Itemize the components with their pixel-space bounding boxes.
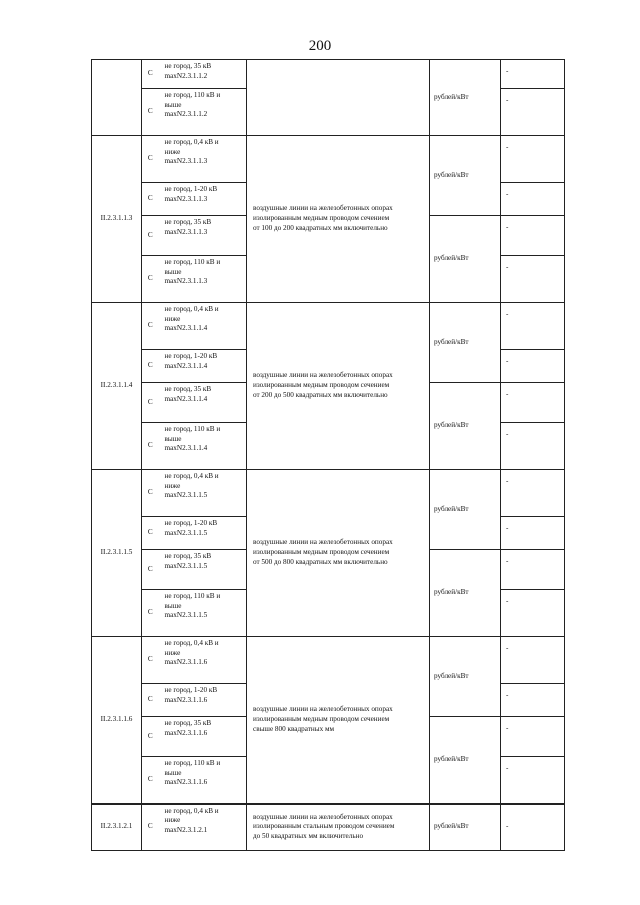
letter-cell: С [142, 136, 159, 183]
description-line: воздушные линии на железобетонных опорах [253, 705, 393, 714]
voltage-level-line: не город, 1-20 кВ [164, 519, 218, 527]
description-line: до 50 квадратных мм включительно [253, 832, 364, 841]
voltage-level-line: maxN2.3.1.1.3 [164, 277, 208, 286]
description-line: воздушные линии на железобетонных опорах [253, 538, 393, 547]
value-cell: - [501, 60, 565, 89]
description-cell [247, 303, 430, 470]
letter-cell: С [142, 804, 159, 851]
letter-cell: С [142, 350, 159, 383]
voltage-level-cell [159, 717, 247, 757]
voltage-level-line: выше [164, 768, 182, 777]
letter-cell: С [142, 717, 159, 757]
voltage-level-line: maxN2.3.1.1.5 [164, 528, 208, 537]
voltage-level-cell [159, 303, 247, 350]
voltage-level-line: ниже [164, 648, 181, 657]
description-line: изолированным медным проводом сечением [253, 381, 390, 390]
voltage-level-line: не город, 0,4 кВ и [164, 639, 219, 647]
voltage-level-line: maxN2.3.1.1.4 [164, 324, 208, 333]
voltage-level-cell [159, 89, 247, 136]
letter-cell: С [142, 183, 159, 216]
letter-cell: С [142, 423, 159, 470]
voltage-level-line: не город, 0,4 кВ и [164, 806, 219, 815]
code-cell: II.2.3.1.1.4 [92, 303, 142, 470]
code-cell: II.2.3.1.1.3 [92, 136, 142, 303]
tariff-table [91, 59, 565, 851]
unit-cell: рублей/кВт [430, 60, 501, 136]
voltage-level-line: maxN2.3.1.1.6 [164, 695, 208, 704]
letter-cell: С [142, 684, 159, 717]
letter-cell: С [142, 60, 159, 89]
voltage-level-cell [159, 550, 247, 590]
unit-cell: рублей/кВт [430, 550, 501, 637]
voltage-level-cell [159, 60, 247, 89]
voltage-level-cell [159, 637, 247, 684]
voltage-level-line: не город, 35 кВ [164, 385, 212, 393]
voltage-level-line: maxN2.3.1.1.6 [164, 778, 208, 787]
description-line: от 100 до 200 квадратных мм включительно [253, 223, 388, 232]
letter-cell: С [142, 470, 159, 517]
voltage-level-line: maxN2.3.1.1.3 [164, 194, 208, 203]
description-line: изолированным медным проводом сечением [253, 548, 390, 557]
voltage-level-line: выше [164, 267, 182, 276]
voltage-level-line: не город, 110 кВ и [164, 258, 221, 266]
voltage-level-cell [159, 470, 247, 517]
voltage-level-line: не город, 110 кВ и [164, 91, 221, 99]
voltage-level-line: не город, 110 кВ и [164, 592, 221, 600]
unit-cell: рублей/кВт [430, 303, 501, 383]
value-cell: - [501, 517, 565, 550]
voltage-level-line: maxN2.3.1.1.5 [164, 561, 208, 570]
description-line: свыше 800 квадратных мм [253, 724, 335, 733]
value-cell: - [501, 350, 565, 383]
description-line: от 200 до 500 квадратных мм включительно [253, 390, 388, 399]
voltage-level-line: не город, 35 кВ [164, 719, 212, 727]
unit-cell: рублей/кВт [430, 383, 501, 470]
voltage-level-line: не город, 35 кВ [164, 218, 212, 226]
value-cell: - [501, 89, 565, 136]
description-line: изолированным стальным проводом сечением [253, 822, 395, 831]
voltage-level-cell [159, 684, 247, 717]
voltage-level-line: maxN2.3.1.1.2 [164, 71, 208, 80]
voltage-level-cell [159, 183, 247, 216]
letter-cell: С [142, 303, 159, 350]
voltage-level-line: выше [164, 434, 182, 443]
code-cell [92, 60, 142, 136]
voltage-level-cell [159, 136, 247, 183]
value-cell: - [501, 684, 565, 717]
voltage-level-line: maxN2.3.1.1.4 [164, 361, 208, 370]
voltage-level-line: ниже [164, 147, 181, 156]
table-row [92, 60, 565, 89]
value-cell: - [501, 637, 565, 684]
value-cell: - [501, 757, 565, 804]
unit-cell: рублей/кВт [430, 804, 501, 851]
voltage-level-line: maxN2.3.1.1.2 [164, 110, 208, 119]
voltage-level-line: maxN2.3.1.1.3 [164, 157, 208, 166]
description-cell [247, 470, 430, 637]
page-number: 200 [308, 38, 332, 54]
voltage-level-line: не город, 110 кВ и [164, 425, 221, 433]
letter-cell: С [142, 383, 159, 423]
value-cell: - [501, 136, 565, 183]
table-row [92, 136, 565, 183]
value-cell: - [501, 470, 565, 517]
description-line: изолированным медным проводом сечением [253, 714, 390, 723]
value-cell: - [501, 550, 565, 590]
value-cell: - [501, 423, 565, 470]
description-cell [247, 804, 430, 851]
voltage-level-line: не город, 1-20 кВ [164, 352, 218, 360]
voltage-level-line: maxN2.3.1.1.6 [164, 728, 208, 737]
voltage-level-line: не город, 0,4 кВ и [164, 305, 219, 313]
voltage-level-line: выше [164, 100, 182, 109]
voltage-level-line: maxN2.3.1.1.4 [164, 394, 208, 403]
description-line: изолированным медным проводом сечением [253, 214, 390, 223]
code-cell: II.2.3.1.2.1 [92, 804, 142, 851]
code-cell: II.2.3.1.1.6 [92, 637, 142, 804]
table-row [92, 303, 565, 350]
value-cell: - [501, 183, 565, 216]
letter-cell: С [142, 89, 159, 136]
voltage-level-cell [159, 804, 247, 851]
voltage-level-cell [159, 256, 247, 303]
table-row [92, 637, 565, 684]
unit-cell: рублей/кВт [430, 216, 501, 303]
unit-cell: рублей/кВт [430, 717, 501, 804]
voltage-level-line: не город, 35 кВ [164, 552, 212, 560]
voltage-level-line: maxN2.3.1.1.6 [164, 658, 208, 667]
voltage-level-cell [159, 423, 247, 470]
voltage-level-line: ниже [164, 314, 181, 323]
description-line: воздушные линии на железобетонных опорах [253, 371, 393, 380]
letter-cell: С [142, 216, 159, 256]
description-line: воздушные линии на железобетонных опорах [253, 204, 393, 213]
letter-cell: С [142, 757, 159, 804]
value-cell: - [501, 383, 565, 423]
value-cell: - [501, 804, 565, 851]
letter-cell: С [142, 256, 159, 303]
value-cell: - [501, 256, 565, 303]
value-cell: - [501, 590, 565, 637]
voltage-level-line: maxN2.3.1.2.1 [164, 825, 208, 834]
voltage-level-cell [159, 216, 247, 256]
voltage-level-line: maxN2.3.1.1.4 [164, 444, 208, 453]
voltage-level-cell [159, 517, 247, 550]
voltage-level-cell [159, 350, 247, 383]
letter-cell: С [142, 637, 159, 684]
value-cell: - [501, 717, 565, 757]
table-row [92, 470, 565, 517]
letter-cell: С [142, 550, 159, 590]
voltage-level-line: maxN2.3.1.1.3 [164, 227, 208, 236]
voltage-level-line: maxN2.3.1.1.5 [164, 611, 208, 620]
unit-cell: рублей/кВт [430, 637, 501, 717]
table-row [92, 804, 565, 851]
voltage-level-cell [159, 590, 247, 637]
description-line: воздушные линии на железобетонных опорах [253, 812, 393, 821]
value-cell: - [501, 216, 565, 256]
voltage-level-line: не город, 110 кВ и [164, 759, 221, 767]
unit-cell: рублей/кВт [430, 470, 501, 550]
voltage-level-line: не город, 1-20 кВ [164, 686, 218, 694]
description-line: от 500 до 800 квадратных мм включительно [253, 557, 388, 566]
voltage-level-cell [159, 757, 247, 804]
voltage-level-line: не город, 0,4 кВ и [164, 472, 219, 480]
letter-cell: С [142, 590, 159, 637]
voltage-level-line: ниже [164, 481, 181, 490]
voltage-level-line: maxN2.3.1.1.5 [164, 491, 208, 500]
voltage-level-line: выше [164, 601, 182, 610]
code-cell: II.2.3.1.1.5 [92, 470, 142, 637]
voltage-level-cell [159, 383, 247, 423]
description-cell [247, 60, 430, 136]
value-cell: - [501, 303, 565, 350]
voltage-level-line: не город, 35 кВ [164, 62, 212, 70]
voltage-level-line: ниже [164, 816, 181, 825]
letter-cell: С [142, 517, 159, 550]
unit-cell: рублей/кВт [430, 136, 501, 216]
description-cell [247, 637, 430, 804]
voltage-level-line: не город, 0,4 кВ и [164, 138, 219, 146]
voltage-level-line: не город, 1-20 кВ [164, 185, 218, 193]
description-cell [247, 136, 430, 303]
